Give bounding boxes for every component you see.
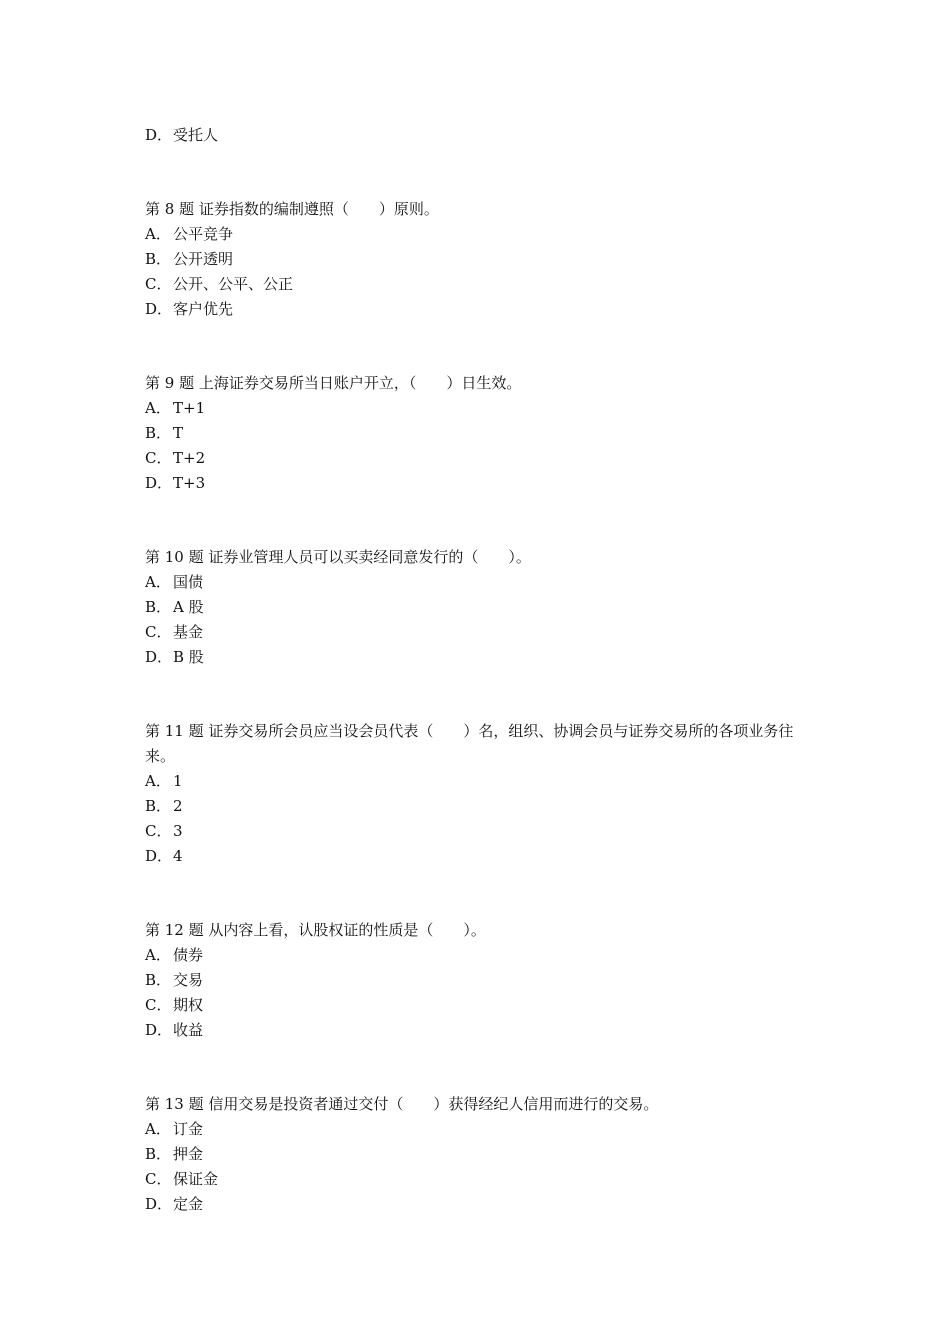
question-block [145, 545, 815, 670]
option-text: 债券 [173, 946, 204, 964]
option-text: 3 [173, 822, 183, 840]
option-key: C． [145, 275, 172, 293]
question-block [145, 371, 815, 496]
option-item [145, 819, 815, 844]
option-item [145, 1192, 815, 1217]
option-item [145, 272, 815, 297]
option-key: D． [145, 474, 173, 492]
option-item [145, 1018, 815, 1043]
option-key: C． [145, 449, 172, 467]
option-item [145, 297, 815, 322]
option-item [145, 421, 815, 446]
option-text: 基金 [173, 623, 204, 641]
option-text: 客户优先 [173, 300, 234, 318]
option-key: B． [145, 971, 172, 989]
option-item [145, 769, 815, 794]
option-key: D． [145, 300, 173, 318]
option-key: C． [145, 822, 172, 840]
option-key: A． [145, 573, 171, 591]
question-list [145, 123, 815, 1217]
option-text: 公开、公平、公正 [173, 275, 294, 293]
option-text: T+1 [173, 399, 206, 417]
question-block [145, 197, 815, 322]
option-key: B． [145, 424, 172, 442]
option-item [145, 471, 815, 496]
option-key: D． [145, 1021, 173, 1039]
option-item [145, 645, 815, 670]
option-text: 4 [173, 847, 183, 865]
option-text: T+3 [173, 474, 206, 492]
option-key: A． [145, 946, 171, 964]
option-key: C． [145, 623, 172, 641]
option-key: A． [145, 1120, 171, 1138]
option-key: C． [145, 1170, 172, 1188]
option-text: B 股 [173, 648, 204, 666]
option-item [145, 943, 815, 968]
option-text: 受托人 [173, 126, 219, 144]
option-item [145, 1117, 815, 1142]
option-text: 期权 [173, 996, 204, 1014]
question-text: 第 13 题 信用交易是投资者通过交付（ ）获得经纪人信用而进行的交易。 [145, 1095, 659, 1113]
option-text: T+2 [173, 449, 206, 467]
option-text: 国债 [173, 573, 204, 591]
option-text: 收益 [173, 1021, 204, 1039]
option-item [145, 446, 815, 471]
option-item [145, 1167, 815, 1192]
option-text: 公开透明 [173, 250, 234, 268]
option-key: B． [145, 797, 172, 815]
option-text: 押金 [173, 1145, 204, 1163]
option-text: 交易 [173, 971, 204, 989]
question-block [145, 918, 815, 1043]
question-block [145, 1092, 815, 1217]
option-item [145, 123, 815, 148]
option-key: A． [145, 225, 171, 243]
option-text: 订金 [173, 1120, 204, 1138]
option-text: T [173, 424, 184, 442]
question-text: 第 11 题 证券交易所会员应当设会员代表（ ）名，组织、协调会员与证券交易所的各项业务往来。 [145, 722, 794, 765]
option-item [145, 993, 815, 1018]
option-key: A． [145, 399, 171, 417]
question-text: 第 8 题 证券指数的编制遵照（ ）原则。 [145, 200, 439, 218]
option-text: 保证金 [173, 1170, 219, 1188]
option-key: B． [145, 1145, 172, 1163]
option-text: 2 [173, 797, 183, 815]
option-item [145, 794, 815, 819]
option-item [145, 247, 815, 272]
option-key: B． [145, 598, 172, 616]
option-item [145, 222, 815, 247]
option-item [145, 620, 815, 645]
option-item [145, 595, 815, 620]
option-item [145, 844, 815, 869]
question-block [145, 719, 815, 869]
question-text: 第 9 题 上海证券交易所当日账户开立，（ ）日生效。 [145, 374, 522, 392]
option-key: D． [145, 126, 173, 144]
option-item [145, 1142, 815, 1167]
option-key: D． [145, 1195, 173, 1213]
option-text: A 股 [173, 598, 204, 616]
question-text: 第 12 题 从内容上看，认股权证的性质是（ ）。 [145, 921, 486, 939]
option-item [145, 396, 815, 421]
option-text: 公平竞争 [173, 225, 234, 243]
option-text: 1 [173, 772, 183, 790]
question-text: 第 10 题 证券业管理人员可以买卖经同意发行的（ ）。 [145, 548, 531, 566]
option-key: A． [145, 772, 171, 790]
option-key: D． [145, 847, 173, 865]
option-item [145, 570, 815, 595]
option-text: 定金 [173, 1195, 204, 1213]
option-item [145, 968, 815, 993]
option-key: D． [145, 648, 173, 666]
option-key: B． [145, 250, 172, 268]
option-key: C． [145, 996, 172, 1014]
